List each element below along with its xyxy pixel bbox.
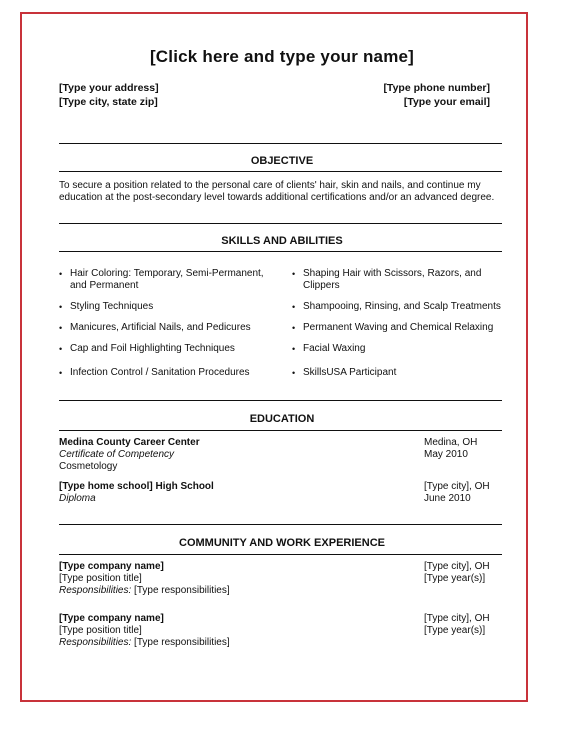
position-years[interactable]: [Type year(s)]: [424, 625, 486, 636]
responsibilities-line[interactable]: [59, 637, 230, 649]
company-city[interactable]: [Type city], OH: [424, 613, 490, 624]
responsibilities-value[interactable]: [Type responsibilities]: [134, 585, 230, 596]
skill-item: • Shaping Hair with Scissors, Razors, and: [303, 268, 481, 280]
company-name[interactable]: [Type company name]: [59, 613, 164, 624]
divider: [59, 251, 502, 252]
graduation-date: May 2010: [424, 449, 468, 460]
city-state-zip-field[interactable]: [Type city, state zip]: [59, 96, 158, 108]
responsibilities-line[interactable]: [59, 585, 230, 597]
address-field[interactable]: [Type your address]: [59, 82, 159, 94]
skill-item: • Permanent Waving and Chemical Relaxing: [303, 322, 493, 334]
divider: [59, 143, 502, 144]
divider: [59, 430, 502, 431]
divider: [59, 223, 502, 224]
program: Cosmetology: [59, 461, 118, 472]
skill-item: • Facial Waxing: [303, 343, 365, 355]
divider: [59, 171, 502, 172]
responsibilities-label: Responsibilities:: [59, 585, 132, 596]
school-name: Medina County Career Center: [59, 437, 200, 448]
name-field[interactable]: [Click here and type your name]: [149, 47, 415, 66]
objective-line: To secure a position related to the personal care of clients' hair, skin and nails, and continue my: [59, 180, 481, 191]
objective-heading: OBJECTIVE: [250, 155, 314, 167]
credential: Certificate of Competency: [59, 449, 175, 460]
objective-line: education at the post-secondary level towards additional certifications and/or an advanced degree.: [59, 192, 495, 203]
skill-item: • Shampooing, Rinsing, and Scalp Treatments: [303, 301, 501, 313]
email-field[interactable]: [Type your email]: [403, 96, 490, 108]
skill-item: • Manicures, Artificial Nails, and Pedicures: [70, 322, 251, 334]
education-heading: EDUCATION: [249, 413, 315, 425]
credential: Diploma: [59, 493, 96, 504]
school-name[interactable]: [Type home school] High School: [59, 481, 214, 492]
responsibilities-value[interactable]: [Type responsibilities]: [134, 637, 230, 648]
skill-item-continuation: and Permanent: [70, 280, 139, 291]
position-years[interactable]: [Type year(s)]: [424, 573, 486, 584]
skill-item: • Hair Coloring: Temporary, Semi-Permanent,: [70, 268, 264, 280]
experience-heading: COMMUNITY AND WORK EXPERIENCE: [179, 537, 385, 549]
divider: [59, 400, 502, 401]
graduation-date: June 2010: [424, 493, 471, 504]
position-title[interactable]: [Type position title]: [59, 625, 142, 636]
skill-item: • Cap and Foil Highlighting Techniques: [70, 343, 235, 355]
divider: [59, 554, 502, 555]
responsibilities-label: Responsibilities:: [59, 637, 132, 648]
company-city[interactable]: [Type city], OH: [424, 561, 490, 572]
page-border: [20, 12, 528, 702]
skill-item: • SkillsUSA Participant: [303, 367, 396, 379]
school-location: Medina, OH: [424, 437, 478, 448]
phone-field[interactable]: [Type phone number]: [383, 82, 490, 94]
school-location[interactable]: [Type city], OH: [424, 481, 490, 492]
skill-item: • Styling Techniques: [70, 301, 153, 313]
company-name[interactable]: [Type company name]: [59, 561, 164, 572]
position-title[interactable]: [Type position title]: [59, 573, 142, 584]
skill-item: • Infection Control / Sanitation Procedures: [70, 367, 250, 379]
divider: [59, 524, 502, 525]
skill-item-continuation: Clippers: [303, 280, 340, 291]
skills-heading: SKILLS AND ABILITIES: [221, 235, 343, 247]
